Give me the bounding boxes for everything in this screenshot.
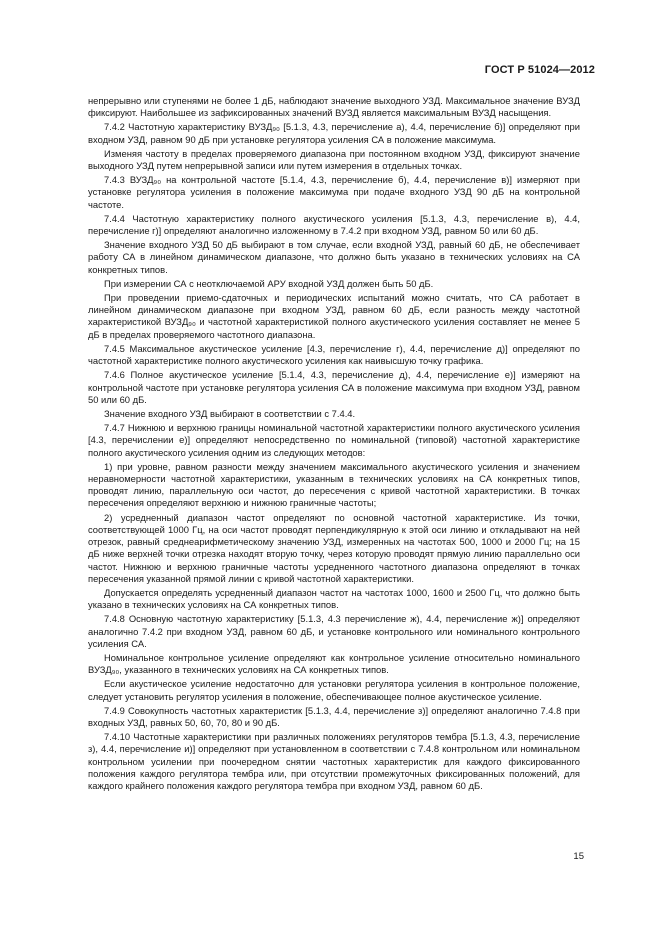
paragraph: 7.4.9 Совокупность частотных характеристик [5.1.3, 4.4, перечисление з)] определяют аналогично 7.4.8 при входных УЗД, равных 50, 60, 70, 80 и 90 дБ.	[88, 704, 580, 729]
paragraph: Изменяя частоту в пределах проверяемого диапазона при постоянном входном УЗД, фиксируют значение выходного УЗД путем непрерывной записи или путем измерения в отдельных точках.	[88, 147, 580, 172]
paragraph: 2) усредненный диапазон частот определяют по основной частотной характеристике. Из точки, соответствующей 1000 Гц, на оси частот проводят перпендикулярную к этой оси линию и откладывают на ней отрезок, равный среднеарифметическому значению УЗД, измеренных на частотах 500, 1000 и 2000 Гц; на 15 дБ ниже верхней точки отрезка находят вторую точку, через которую проводят прямую линию параллельно оси частот. Нижнюю и верхнюю граничные частоты усредненного частотного диапазона определяют в точках пересечения указанной прямой линии с кривой частотной характеристики.	[88, 511, 580, 584]
paragraph: При проведении приемо-сдаточных и периодических испытаний можно считать, что СА работает в линейном динамическом диапазоне при входном УЗД, равном 60 дБ, если разность между частотной характеристикой ВУЗД₉₀ и частотной характеристикой полного акустического усиления составляет не менее 5 дБ в пределах проверяемого частотного диапазона.	[88, 291, 580, 340]
paragraph: 7.4.7 Нижнюю и верхнюю границы номинальной частотной характеристики полного акустического усиления [4.3, перечислении е)] определяют непосредственно по номинальной (типовой) частотной характеристике полного акустического усиления одним из следующих методов:	[88, 422, 580, 458]
paragraph: 7.4.3 ВУЗД₉₀ на контрольной частоте [5.1.4, 4.3, перечисление б), 4.4, перечисление в)] измеряют при установке регулятора усиления в положение максимума при подаче входного УЗД 90 дБ на контрольной частоте.	[88, 174, 580, 210]
paragraph: Допускается определять усредненный диапазон частот на частотах 1000, 1600 и 2500 Гц, что должно быть указано в технических условиях на СА конкретных типов.	[88, 586, 580, 611]
paragraph: 7.4.8 Основную частотную характеристику [5.1.3, 4.3 перечисление ж), 4.4, перечисление ж)] определяют аналогично 7.4.2 при входном УЗД, равном 60 дБ, и установке контрольного или номинального контрольного усиления СА.	[88, 613, 580, 649]
document-body	[88, 95, 580, 792]
paragraph: Значение входного УЗД 50 дБ выбирают в том случае, если входной УЗД, равный 60 дБ, не обеспечивает работу СА в линейном динамическом диапазоне, что должно быть указано в технических условиях на СА конкретных типов.	[88, 239, 580, 275]
paragraph: 7.4.4 Частотную характеристику полного акустического усиления [5.1.3, 4.3, перечисление в), 4.4, перечисление г)] определяют аналогично изложенному в 7.4.2 при входном УЗД, равном 50 или 60 дБ.	[88, 212, 580, 237]
page-number: 15	[573, 851, 584, 862]
paragraph: Значение входного УЗД выбирают в соответствии с 7.4.4.	[104, 407, 356, 419]
paragraph: 7.4.5 Максимальное акустическое усиление [4.3, перечисление г), 4.4, перечисление д)] определяют по частотной характеристике полного акустического усиления как наивысшую точку графика.	[88, 342, 580, 367]
document-header: ГОСТ Р 51024—2012	[484, 64, 595, 76]
paragraph: Если акустическое усиление недостаточно для установки регулятора усиления в контрольное положение, следует установить регулятор усиления в положение, обеспечивающее полное акустическое усиление.	[88, 678, 580, 702]
paragraph: Номинальное контрольное усиление определяют как контрольное усиление относительно номинального ВУЗД₉₀, указанного в технических условиях на СА конкретных типов.	[88, 652, 580, 676]
paragraph: 7.4.2 Частотную характеристику ВУЗД₉₀ [5.1.3, 4.3, перечисление а), 4.4, перечисление б)] определяют при входном УЗД, равном 90 дБ при установке регулятора усиления СА в положение максимума.	[88, 121, 580, 145]
paragraph: 1) при уровне, равном разности между значением максимального акустического усиления и значением неравномерности частотной характеристики, указанным в технических условиях на СА конкретных типов, проводят линию, параллельную оси частот, до пересечения с кривой частотной характеристики. В точках пересечения определяют верхнюю и нижнюю граничные частоты;	[88, 460, 580, 509]
paragraph: 7.4.6 Полное акустическое усиление [5.1.4, 4.3, перечисление д), 4.4, перечисление е)] измеряют на контрольной частоте при установке регулятора усиления СА в положение максимума при входном УЗД, равном 50 или 60 дБ.	[88, 369, 580, 405]
paragraph: При измерении СА с неотключаемой АРУ входной УЗД должен быть 50 дБ.	[104, 277, 434, 289]
paragraph: 7.4.10 Частотные характеристики при различных положениях регуляторов тембра [5.1.3, 4.3, перечисление з), 4.4, перечисление и)] определяют при установленном в соответствии с 7.4.8 контрольном или номинальном контрольном усилении при поочередном снятии частотных характеристик для каждого фиксированного положения каждого регулятора тембра или, при отсутствии промежуточных фиксированных положений, для каждого крайнего положения каждого регулятора тембра при входном УЗД, равном 60 дБ.	[88, 731, 580, 792]
paragraph: непрерывно или ступенями не более 1 дБ, наблюдают значение выходного УЗД. Максимальное значение ВУЗД фиксируют. Наибольшее из зафиксированных значений ВУЗД является максимальным ВУЗД насыщения.	[88, 95, 580, 119]
